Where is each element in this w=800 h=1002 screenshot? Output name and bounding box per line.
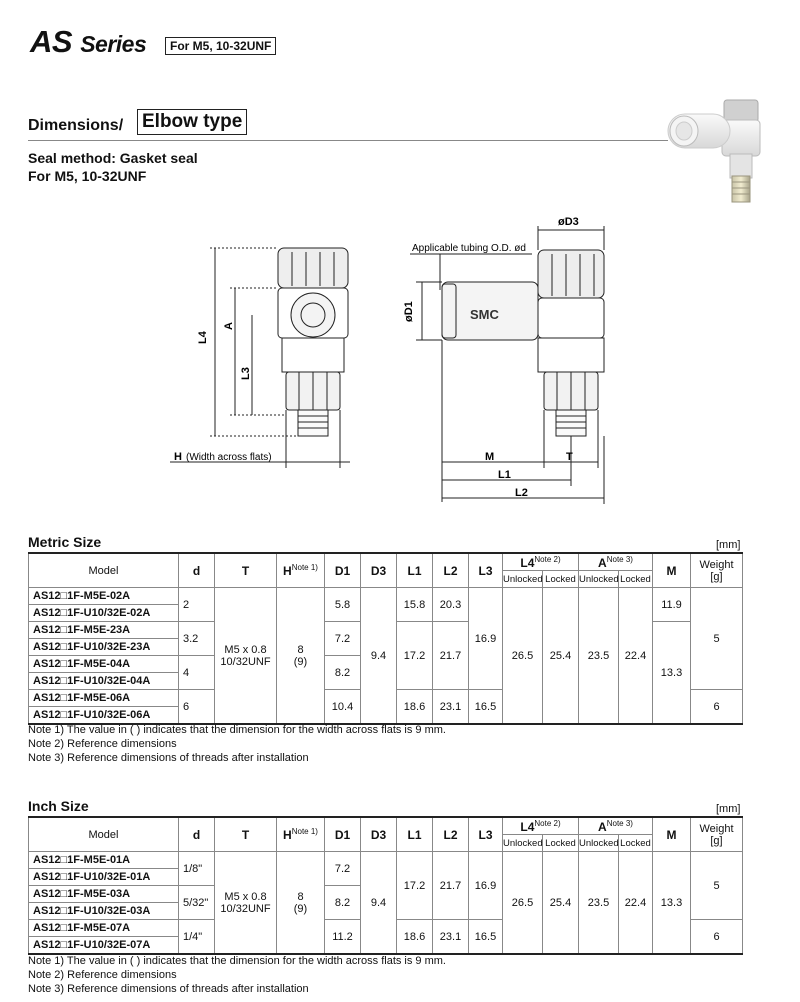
hdr-model: Model [29, 553, 179, 588]
hdr-weight-label: Weight [699, 558, 734, 571]
cell-H2: (9) [293, 655, 308, 668]
table-row-model: AS12□1F-M5E-23A [29, 622, 179, 639]
note-1: Note 1) The value in ( ) indicates that the dimension for the width across flats is 9 mm. [28, 955, 446, 967]
metric-title: Metric Size [28, 534, 102, 550]
table-row-model: AS12□1F-U10/32E-07A [29, 937, 179, 955]
inch-notes [28, 954, 446, 996]
cell-A-locked: 22.4 [619, 852, 653, 955]
series-box: For M5, 10-32UNF [165, 37, 276, 55]
inch-title: Inch Size [28, 798, 89, 814]
hdr-M: M [653, 553, 691, 588]
cell-H1: 8 [297, 890, 304, 903]
elbow-type-box: Elbow type [137, 109, 247, 135]
cell-D1: 5.8 [325, 588, 361, 622]
cell-L3: 16.5 [469, 690, 503, 725]
hdr-weight [691, 553, 743, 588]
hdr-L2: L2 [433, 817, 469, 852]
metric-table [28, 552, 743, 725]
hdr-H-note: Note 1) [291, 563, 318, 572]
cell-d: 6 [179, 690, 215, 725]
hdr-L4-unlocked: Unlocked [503, 571, 543, 588]
label-L4: L4 [197, 331, 209, 344]
series-main: AS [30, 24, 73, 59]
table-row-model: AS12□1F-M5E-02A [29, 588, 179, 605]
hdr-d: d [179, 817, 215, 852]
label-L2: L2 [515, 487, 528, 499]
hdr-D3: D3 [361, 817, 397, 852]
hdr-H-note: Note 1) [291, 827, 318, 836]
hdr-L4-label: L4 [520, 819, 535, 834]
front-port [291, 293, 335, 337]
label-D3: øD3 [558, 216, 579, 228]
hdr-L1: L1 [397, 553, 433, 588]
table-row-model: AS12□1F-U10/32E-02A [29, 605, 179, 622]
cell-L3: 16.9 [469, 852, 503, 920]
cell-d: 1/4" [179, 920, 215, 955]
cell-D1: 7.2 [325, 852, 361, 886]
hdr-weight-unit: [g] [710, 570, 723, 583]
hdr-L1: L1 [397, 817, 433, 852]
cell-L2: 21.7 [433, 622, 469, 690]
hdr-D1: D1 [325, 553, 361, 588]
hdr-L2: L2 [433, 553, 469, 588]
cell-weight: 6 [691, 690, 743, 725]
table-row-model: AS12□1F-M5E-07A [29, 920, 179, 937]
label-A: A [223, 322, 235, 330]
hdr-weight-unit: [g] [710, 834, 723, 847]
hdr-L4-locked: Locked [543, 571, 579, 588]
cell-D1: 8.2 [325, 656, 361, 690]
table-row-model: AS12□1F-U10/32E-23A [29, 639, 179, 656]
table-row-model: AS12□1F-U10/32E-01A [29, 869, 179, 886]
cell-D3: 9.4 [361, 588, 397, 725]
hdr-L3: L3 [469, 553, 503, 588]
cell-d: 5/32" [179, 886, 215, 920]
hdr-A [579, 553, 653, 571]
hdr-L4-unlocked: Unlocked [503, 835, 543, 852]
cell-T1: M5 x 0.8 [224, 890, 267, 903]
cell-L1: 17.2 [397, 852, 433, 920]
label-H-desc: (Width across flats) [186, 452, 272, 463]
table-row-model: AS12□1F-U10/32E-04A [29, 673, 179, 690]
hdr-A-locked: Locked [619, 571, 653, 588]
cell-M: 13.3 [653, 852, 691, 955]
cell-L2: 23.1 [433, 690, 469, 725]
cell-T2: 10/32UNF [220, 655, 271, 668]
hdr-A-note: Note 3) [606, 818, 633, 828]
hdr-weight-label: Weight [699, 822, 734, 835]
cell-D1: 7.2 [325, 622, 361, 656]
cell-D3: 9.4 [361, 852, 397, 955]
hdr-T: T [215, 553, 277, 588]
hdr-A-label: A [598, 819, 607, 834]
cell-L2: 20.3 [433, 588, 469, 622]
hdr-L4-locked: Locked [543, 835, 579, 852]
cell-d: 3.2 [179, 622, 215, 656]
cell-L2: 21.7 [433, 852, 469, 920]
seal-line-1: Seal method: Gasket seal [28, 150, 198, 166]
hdr-L3: L3 [469, 817, 503, 852]
cell-L2: 23.1 [433, 920, 469, 955]
table-row-model: AS12□1F-M5E-03A [29, 886, 179, 903]
hdr-D1: D1 [325, 817, 361, 852]
seal-line-2: For M5, 10-32UNF [28, 168, 147, 184]
hdr-model: Model [29, 817, 179, 852]
hdr-A-note: Note 3) [606, 554, 633, 564]
inch-table [28, 816, 743, 955]
note-1: Note 1) The value in ( ) indicates that the dimension for the width across flats is 9 mm. [28, 724, 446, 736]
hdr-M: M [653, 817, 691, 852]
cell-d: 4 [179, 656, 215, 690]
elbow-drawing [160, 210, 630, 510]
cell-weight: 6 [691, 920, 743, 955]
cell-D1: 10.4 [325, 690, 361, 725]
cell-L1: 18.6 [397, 690, 433, 725]
hdr-A-locked: Locked [619, 835, 653, 852]
hdr-L4 [503, 817, 579, 835]
cell-L4-locked: 25.4 [543, 588, 579, 725]
cell-L1: 18.6 [397, 920, 433, 955]
table-row-model: AS12□1F-M5E-04A [29, 656, 179, 673]
cell-T [215, 852, 277, 955]
hdr-L4 [503, 553, 579, 571]
note-2: Note 2) Reference dimensions [28, 969, 177, 981]
table-row-model: AS12□1F-M5E-06A [29, 690, 179, 707]
hdr-d: d [179, 553, 215, 588]
inch-unit: [mm] [716, 803, 741, 815]
hdr-T: T [215, 817, 277, 852]
cell-L3: 16.9 [469, 588, 503, 690]
cell-L1: 15.8 [397, 588, 433, 622]
front-knob [278, 248, 348, 288]
dimensions-title: Dimensions/ [28, 117, 124, 134]
cell-M: 13.3 [653, 622, 691, 725]
table-row-model: AS12□1F-U10/32E-03A [29, 903, 179, 920]
cell-M: 11.9 [653, 588, 691, 622]
label-tubing: Applicable tubing O.D. ød [412, 243, 526, 254]
cell-H2: (9) [293, 902, 308, 915]
cell-weight: 5 [691, 852, 743, 920]
label-M: M [485, 451, 495, 463]
label-D1: øD1 [403, 301, 415, 322]
metric-notes [28, 723, 446, 765]
product-photo [660, 90, 780, 220]
table-row-model: AS12□1F-M5E-01A [29, 852, 179, 869]
cell-L4-locked: 25.4 [543, 852, 579, 955]
metric-unit: [mm] [716, 539, 741, 551]
cell-T1: M5 x 0.8 [224, 643, 267, 656]
cell-D1: 8.2 [325, 886, 361, 920]
cell-T [215, 588, 277, 725]
series-title [30, 24, 146, 60]
note-2: Note 2) Reference dimensions [28, 738, 177, 750]
cell-L3: 16.5 [469, 920, 503, 955]
cell-d: 2 [179, 588, 215, 622]
cell-H [277, 852, 325, 955]
label-L3: L3 [240, 367, 252, 380]
hdr-A-label: A [598, 555, 607, 570]
cell-weight: 5 [691, 588, 743, 690]
label-H: H [174, 451, 182, 463]
hdr-L4-label: L4 [520, 555, 535, 570]
note-3: Note 3) Reference dimensions of threads after installation [28, 983, 309, 995]
cell-D1: 11.2 [325, 920, 361, 955]
hdr-A-unlocked: Unlocked [579, 571, 619, 588]
hdr-L4-note: Note 2) [534, 818, 561, 828]
smc-logo: SMC [470, 307, 499, 322]
cell-A-unlocked: 23.5 [579, 852, 619, 955]
cell-H1: 8 [297, 643, 304, 656]
cell-A-locked: 22.4 [619, 588, 653, 725]
cell-A-unlocked: 23.5 [579, 588, 619, 725]
hdr-H-label: H [283, 828, 292, 842]
seal-method [28, 149, 198, 185]
hdr-H [277, 553, 325, 588]
hdr-H [277, 817, 325, 852]
note-3: Note 3) Reference dimensions of threads after installation [28, 752, 309, 764]
cell-L1: 17.2 [397, 622, 433, 690]
cell-T2: 10/32UNF [220, 902, 271, 915]
hdr-A [579, 817, 653, 835]
hdr-H-label: H [283, 564, 292, 578]
hdr-A-unlocked: Unlocked [579, 835, 619, 852]
label-L1: L1 [498, 469, 511, 481]
label-T: T [566, 451, 573, 463]
title-rule [28, 140, 668, 141]
hdr-D3: D3 [361, 553, 397, 588]
table-row-model: AS12□1F-U10/32E-06A [29, 707, 179, 725]
hdr-L4-note: Note 2) [534, 554, 561, 564]
cell-L4-unlocked: 26.5 [503, 852, 543, 955]
series-suffix: Series [80, 31, 147, 57]
hdr-weight [691, 817, 743, 852]
cell-L4-unlocked: 26.5 [503, 588, 543, 725]
cell-H [277, 588, 325, 725]
cell-d: 1/8" [179, 852, 215, 886]
